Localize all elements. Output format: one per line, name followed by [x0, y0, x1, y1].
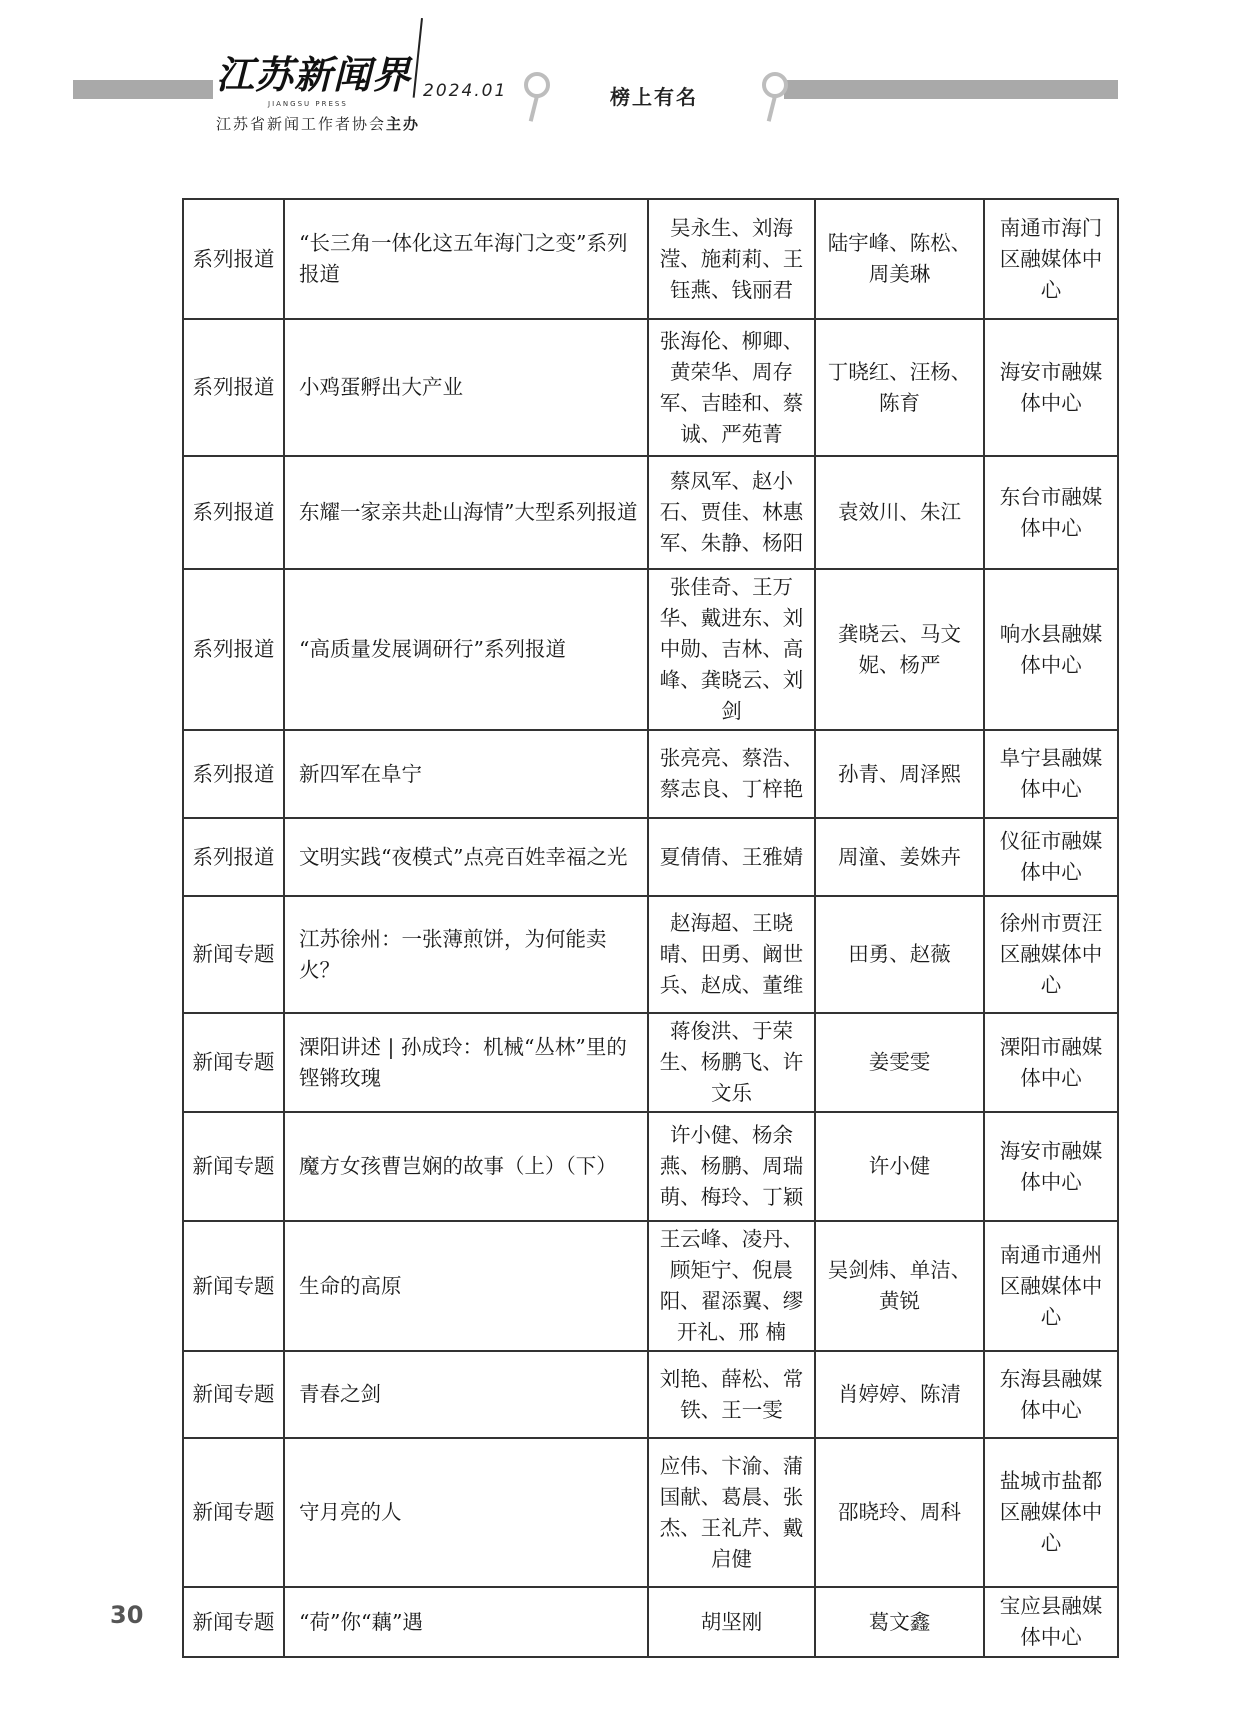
section-title: 榜上有名: [610, 85, 698, 109]
cell-unit: 仪征市融媒体中心: [984, 818, 1118, 896]
cell-editors: 陆宇峰、陈松、周美琳: [815, 199, 984, 319]
publisher-role: 主办: [386, 115, 421, 133]
cell-work-title: “荷”你“藕”遇: [284, 1587, 648, 1657]
cell-work-title: “长三角一体化这五年海门之变”系列报道: [284, 199, 648, 319]
cell-unit: 南通市海门区融媒体中心: [984, 199, 1118, 319]
header-divider: [413, 18, 423, 98]
cell-award-type: 新闻专题: [183, 1013, 284, 1112]
magazine-logo-subtitle: JIANGSU PRESS: [268, 100, 348, 108]
cell-editors: 周潼、姜姝卉: [815, 818, 984, 896]
cell-award-type: 新闻专题: [183, 1112, 284, 1221]
awards-table: [182, 198, 1119, 1658]
header-bar-left: [73, 80, 213, 99]
cell-award-type: 新闻专题: [183, 1438, 284, 1587]
cell-authors: 蒋俊洪、于荣生、杨鹏飞、许文乐: [648, 1013, 815, 1112]
publisher-line: [216, 113, 420, 134]
cell-editors: 田勇、赵薇: [815, 896, 984, 1013]
table-row: [183, 1221, 1118, 1351]
table-row: [183, 199, 1118, 319]
cell-authors: 应伟、卞渝、蒲国献、葛晨、张杰、王礼芹、戴启健: [648, 1438, 815, 1587]
cell-award-type: 新闻专题: [183, 1351, 284, 1438]
cell-editors: 袁效川、朱江: [815, 456, 984, 569]
cell-authors: 蔡凤军、赵小石、贾佳、林惠军、朱静、杨阳: [648, 456, 815, 569]
cell-unit: 东海县融媒体中心: [984, 1351, 1118, 1438]
cell-unit: 东台市融媒体中心: [984, 456, 1118, 569]
cell-work-title: 溧阳讲述 | 孙成玲：机械“丛林”里的铿锵玫瑰: [284, 1013, 648, 1112]
cell-work-title: 东耀一家亲共赴山海情”大型系列报道: [284, 456, 648, 569]
cell-work-title: 小鸡蛋孵出大产业: [284, 319, 648, 456]
cell-award-type: 系列报道: [183, 730, 284, 818]
cell-award-type: 系列报道: [183, 569, 284, 730]
cell-award-type: 系列报道: [183, 456, 284, 569]
cell-award-type: 新闻专题: [183, 1587, 284, 1657]
cell-award-type: 新闻专题: [183, 1221, 284, 1351]
table-row: [183, 569, 1118, 730]
pin-icon-right: [762, 72, 788, 98]
pin-stem-icon-right: [767, 96, 777, 122]
cell-unit: 宝应县融媒体中心: [984, 1587, 1118, 1657]
cell-authors: 张佳奇、王万华、戴进东、刘中勋、吉林、高峰、龚晓云、刘剑: [648, 569, 815, 730]
table-row: [183, 1013, 1118, 1112]
cell-work-title: 青春之剑: [284, 1351, 648, 1438]
cell-editors: 肖婷婷、陈清: [815, 1351, 984, 1438]
publisher-name: 江苏省新闻工作者协会: [216, 115, 387, 133]
cell-editors: 邵晓玲、周科: [815, 1438, 984, 1587]
cell-unit: 南通市通州区融媒体中心: [984, 1221, 1118, 1351]
cell-editors: 龚晓云、马文妮、杨严: [815, 569, 984, 730]
cell-authors: 夏倩倩、王雅婧: [648, 818, 815, 896]
page-number: 30: [110, 1601, 144, 1629]
cell-unit: 徐州市贾汪区融媒体中心: [984, 896, 1118, 1013]
cell-authors: 王云峰、凌丹、顾矩宁、倪晨阳、翟添翼、缪开礼、邢 楠: [648, 1221, 815, 1351]
cell-work-title: 守月亮的人: [284, 1438, 648, 1587]
cell-authors: 刘艳、薛松、常铁、王一雯: [648, 1351, 815, 1438]
table-row: [183, 896, 1118, 1013]
cell-unit: 海安市融媒体中心: [984, 319, 1118, 456]
cell-work-title: “高质量发展调研行”系列报道: [284, 569, 648, 730]
magazine-logo: 江苏新闻界: [216, 53, 412, 97]
pin-stem-icon-left: [529, 96, 539, 122]
cell-award-type: 系列报道: [183, 319, 284, 456]
issue-number: 2024.01: [423, 81, 508, 101]
cell-work-title: 魔方女孩曹岂娴的故事（上）（下）: [284, 1112, 648, 1221]
table-row: [183, 730, 1118, 818]
cell-unit: 海安市融媒体中心: [984, 1112, 1118, 1221]
cell-work-title: 文明实践“夜模式”点亮百姓幸福之光: [284, 818, 648, 896]
cell-authors: 张海伦、柳卿、黄荣华、周存军、吉睦和、蔡诚、严苑菁: [648, 319, 815, 456]
table-row: [183, 1587, 1118, 1657]
table-row: [183, 818, 1118, 896]
table-row: [183, 1112, 1118, 1221]
cell-unit: 溧阳市融媒体中心: [984, 1013, 1118, 1112]
cell-work-title: 江苏徐州：一张薄煎饼，为何能卖火？: [284, 896, 648, 1013]
cell-award-type: 系列报道: [183, 818, 284, 896]
pin-icon-left: [524, 72, 550, 98]
cell-editors: 孙青、周泽熙: [815, 730, 984, 818]
cell-unit: 盐城市盐都区融媒体中心: [984, 1438, 1118, 1587]
cell-editors: 许小健: [815, 1112, 984, 1221]
cell-authors: 吴永生、刘海滢、施莉莉、王钰燕、钱丽君: [648, 199, 815, 319]
table-row: [183, 456, 1118, 569]
cell-authors: 胡坚刚: [648, 1587, 815, 1657]
table-row: [183, 319, 1118, 456]
header-bar-right: [784, 80, 1118, 99]
cell-unit: 响水县融媒体中心: [984, 569, 1118, 730]
cell-authors: 张亮亮、蔡浩、蔡志良、丁梓艳: [648, 730, 815, 818]
awards-table-body: [183, 199, 1118, 1657]
cell-award-type: 系列报道: [183, 199, 284, 319]
cell-authors: 赵海超、王晓晴、田勇、阚世兵、赵成、董维: [648, 896, 815, 1013]
cell-editors: 葛文鑫: [815, 1587, 984, 1657]
cell-unit: 阜宁县融媒体中心: [984, 730, 1118, 818]
cell-award-type: 新闻专题: [183, 896, 284, 1013]
cell-editors: 姜雯雯: [815, 1013, 984, 1112]
cell-work-title: 新四军在阜宁: [284, 730, 648, 818]
cell-editors: 丁晓红、汪杨、陈育: [815, 319, 984, 456]
table-row: [183, 1351, 1118, 1438]
cell-work-title: 生命的高原: [284, 1221, 648, 1351]
cell-authors: 许小健、杨余燕、杨鹏、周瑞萌、梅玲、丁颖: [648, 1112, 815, 1221]
table-row: [183, 1438, 1118, 1587]
cell-editors: 吴剑炜、单洁、黄锐: [815, 1221, 984, 1351]
